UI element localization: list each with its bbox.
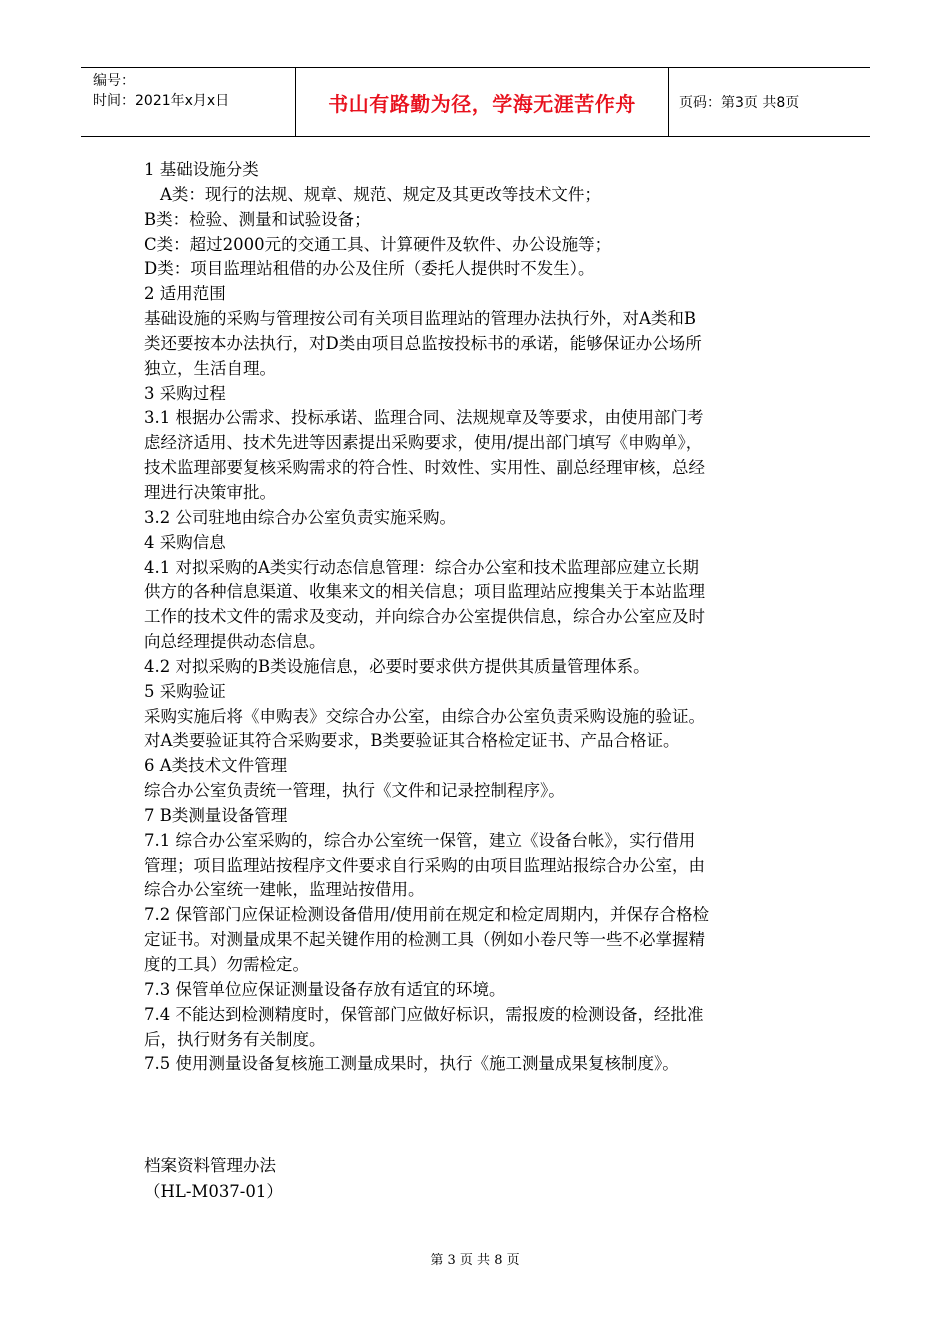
paragraph-line: 综合办公室负责统一管理，执行《文件和记录控制程序》。 [144,781,565,801]
paragraph-line: 基础设施的采购与管理按公司有关项目监理站的管理办法执行外，对A类和B [144,309,697,329]
header-motto: 书山有路勤为径，学海无涯苦作舟 [295,68,669,136]
document-number-label: 编号： [93,73,135,89]
document-date: 时间：2021年x月x日 [93,93,230,109]
paragraph-line: 工作的技术文件的需求及变动，并向综合办公室提供信息，综合办公室应及时 [144,607,705,627]
paragraph-line: 对A类要验证其符合采购要求，B类要验证其合格检定证书、产品合格证。 [144,731,680,751]
paragraph-line: 定证书。对测量成果不起关键作用的检测工具（例如小卷尺等一些不必掌握精 [144,930,705,950]
paragraph-line: 度的工具）勿需检定。 [144,955,309,974]
section-heading: 6 A类技术文件管理 [144,756,288,776]
paragraph-line: 7.3 保管单位应保证测量设备存放有适宜的环境。 [144,979,506,999]
paragraph-line: 4.1 对拟采购的A类实行动态信息管理：综合办公室和技术监理部应建立长期 [144,557,699,577]
document-body [144,158,804,1077]
paragraph-line: 7.1 综合办公室采购的，综合办公室统一保管，建立《设备台帐》，实行借用 [144,830,696,850]
paragraph-line: B类：检验、测量和试验设备； [144,209,371,229]
paragraph-line: 管理；项目监理站按程序文件要求自行采购的由项目监理站报综合办公室，由 [144,855,705,875]
paragraph-line: 虑经济适用、技术先进等因素提出采购要求，使用/提出部门填写《申购单》， [144,433,703,453]
paragraph-line: 技术监理部要复核采购需求的符合性、时效性、实用性、副总经理审核，总经 [144,458,705,478]
paragraph-line: 7.5 使用测量设备复核施工测量成果时，执行《施工测量成果复核制度》。 [144,1054,679,1074]
section-heading: 5 采购验证 [144,681,226,701]
paragraph-line: C类：超过2000元的交通工具、计算硬件及软件、办公设施等； [144,234,612,254]
paragraph-line: D类：项目监理站租借的办公及住所（委托人提供时不发生）。 [144,259,595,279]
paragraph-line: 3.1 根据办公需求、投标承诺、监理合同、法规规章及等要求，由使用部门考 [144,408,704,428]
paragraph-line: 综合办公室统一建帐，监理站按借用。 [144,880,425,900]
paragraph-line: 理进行决策审批。 [144,482,276,502]
paragraph-line: 7.2 保管部门应保证检测设备借用/使用前在规定和检定周期内，并保存合格检 [144,905,710,925]
section-heading: 4 采购信息 [144,532,226,552]
paragraph-line: 3.2 公司驻地由综合办公室负责实施采购。 [144,507,456,527]
paragraph-line: 后，执行财务有关制度。 [144,1029,326,1049]
paragraph-line: 供方的各种信息渠道、收集来文的相关信息；项目监理站应搜集关于本站监理 [144,582,705,602]
paragraph-line: 向总经理提供动态信息。 [144,632,326,652]
next-document-title: 档案资料管理办法 [144,1156,276,1175]
section-heading: 7 B类测量设备管理 [144,805,288,825]
section-heading: 1 基础设施分类 [144,160,259,179]
paragraph-line: 独立，生活自理。 [144,358,276,378]
header-meta [81,68,295,136]
header-page-number: 页码：第3页 共8页 [679,95,800,111]
next-document-title-block [144,1153,283,1205]
paragraph-line: 4.2 对拟采购的B类设施信息，必要时要求供方提供其质量管理体系。 [144,656,650,676]
paragraph-line: A类：现行的法规、规章、规范、规定及其更改等技术文件； [160,184,601,204]
paragraph-line: 采购实施后将《申购表》交综合办公室，由综合办公室负责采购设施的验证。 [144,706,705,726]
page-footer: 第 3 页 共 8 页 [430,1253,520,1268]
section-heading: 2 适用范围 [144,284,226,304]
page-header [81,67,870,137]
paragraph-line: 7.4 不能达到检测精度时，保管部门应做好标识，需报废的检测设备，经批准 [144,1004,704,1024]
next-document-code: （HL-M037-01） [144,1182,283,1201]
section-heading: 3 采购过程 [144,383,226,403]
paragraph-line: 类还要按本办法执行，对D类由项目总监按投标书的承诺，能够保证办公场所 [144,333,702,353]
